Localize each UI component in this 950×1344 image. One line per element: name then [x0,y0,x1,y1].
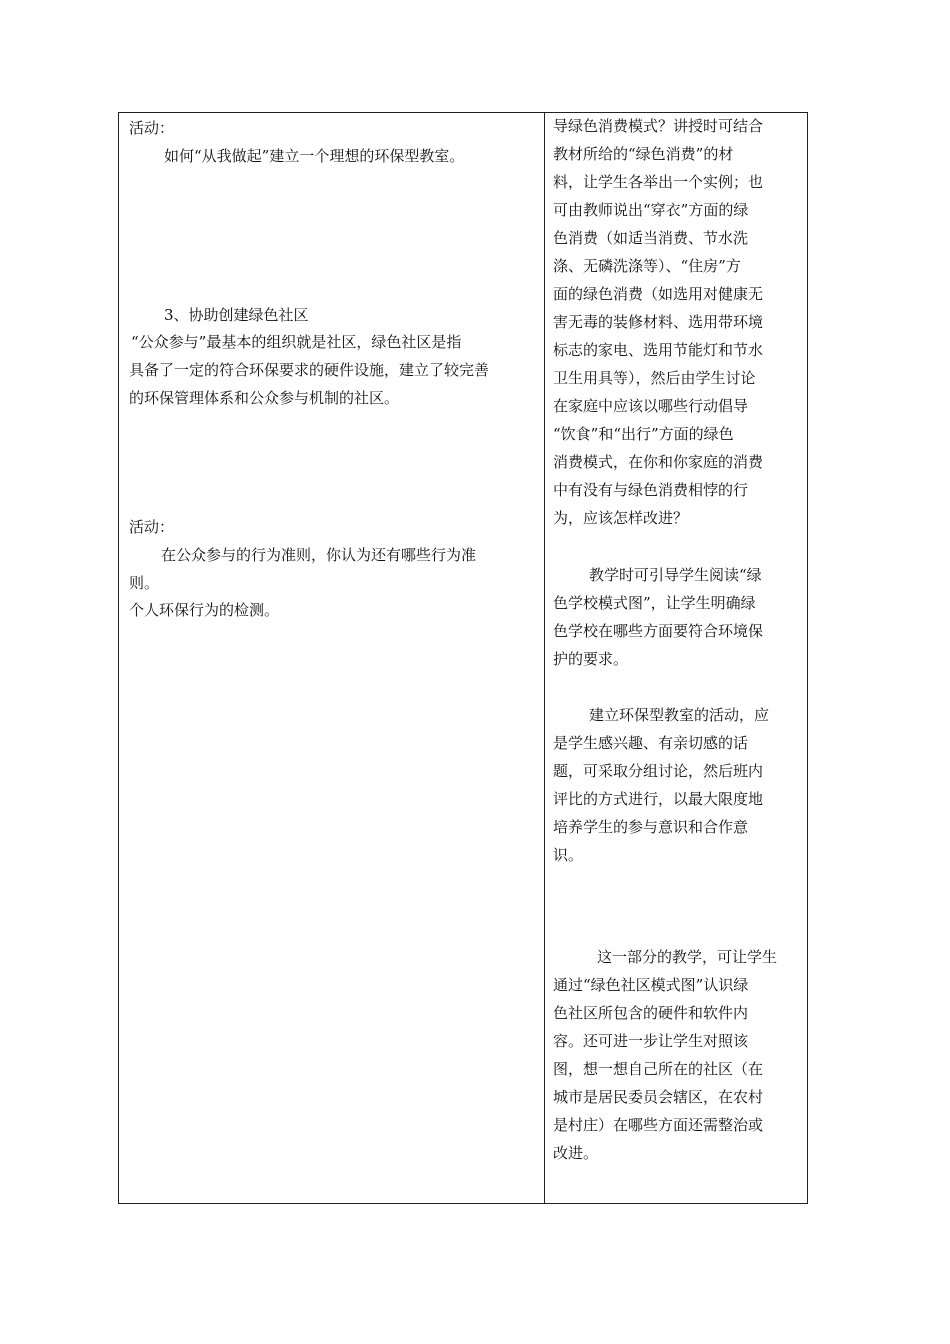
para1-line: 教材所给的“绿色消费”的材 [553,145,734,163]
lesson-table [118,112,808,1204]
para2-line: 护的要求。 [553,650,629,668]
para3-line: 题，可采取分组讨论，然后班内 [553,762,764,780]
para1-line: 标志的家电、选用节能灯和节水 [553,341,764,359]
para1-line: 面的绿色消费（如选用对健康无 [553,285,764,303]
para1-line: 中有没有与绿色消费相悖的行 [553,481,749,499]
para4-line: 这一部分的教学，可让学生 [597,948,778,966]
para1-line: 卫生用具等），然后由学生讨论 [553,369,756,387]
activity2-label: 活动： [129,518,175,536]
para4-line: 色社区所包含的硬件和软件内 [553,1004,749,1022]
para2-line: 色学校模式图”，让学生明确绿 [553,594,756,612]
activity1-label: 活动： [129,119,175,137]
para1-line: 害无毒的装修材料、选用带环境 [553,313,764,331]
para2-line: 教学时可引导学生阅读“绿 [589,566,762,584]
para1-line: 色消费（如适当消费、节水洗 [553,229,749,247]
para3-line: 识。 [553,846,584,864]
para3-line: 评比的方式进行，以最大限度地 [553,790,764,808]
para1-line: “饮食”和“出行”方面的绿色 [553,425,734,443]
para2-line: 色学校在哪些方面要符合环境保 [553,622,764,640]
para1-line: 为，应该怎样改进？ [553,509,689,527]
para1-line: 消费模式，在你和你家庭的消费 [553,453,764,471]
para4-line: 改进。 [553,1144,599,1162]
activity2-line: 在公众参与的行为准则，你认为还有哪些行为准 [161,546,477,564]
para3-line: 建立环保型教室的活动，应 [589,706,770,724]
para1-line: 在家庭中应该以哪些行动倡导 [553,397,749,415]
para1-line: 导绿色消费模式？讲授时可结合 [553,117,764,135]
para3-line: 培养学生的参与意识和合作意 [553,818,749,836]
para4-line: 城市是居民委员会辖区，在农村 [553,1088,764,1106]
column-divider [544,113,545,1203]
activity1-text: 如何“从我做起”建立一个理想的环保型教室。 [164,147,465,165]
para1-line: 可由教师说出“穿衣”方面的绿 [553,201,749,219]
section3-line: “公众参与”最基本的组织就是社区，绿色社区是指 [131,333,462,351]
activity2-line: 则。 [129,574,160,592]
section3-line: 具备了一定的符合环保要求的硬件设施，建立了较完善 [129,361,490,379]
section3-heading: 3、协助创建绿色社区 [164,306,309,324]
section3-line: 的环保管理体系和公众参与机制的社区。 [129,389,400,407]
para1-line: 涤、无磷洗涤等）、“住房”方 [553,257,741,275]
para3-line: 是学生感兴趣、有亲切感的话 [553,734,749,752]
para4-line: 容。还可进一步让学生对照该 [553,1032,749,1050]
para4-line: 是村庄）在哪些方面还需整治或 [553,1116,764,1134]
activity2-line: 个人环保行为的检测。 [129,601,280,619]
para4-line: 通过“绿色社区模式图”认识绿 [553,976,749,994]
para1-line: 料，让学生各举出一个实例；也 [553,173,764,191]
para4-line: 图，想一想自己所在的社区（在 [553,1060,764,1078]
